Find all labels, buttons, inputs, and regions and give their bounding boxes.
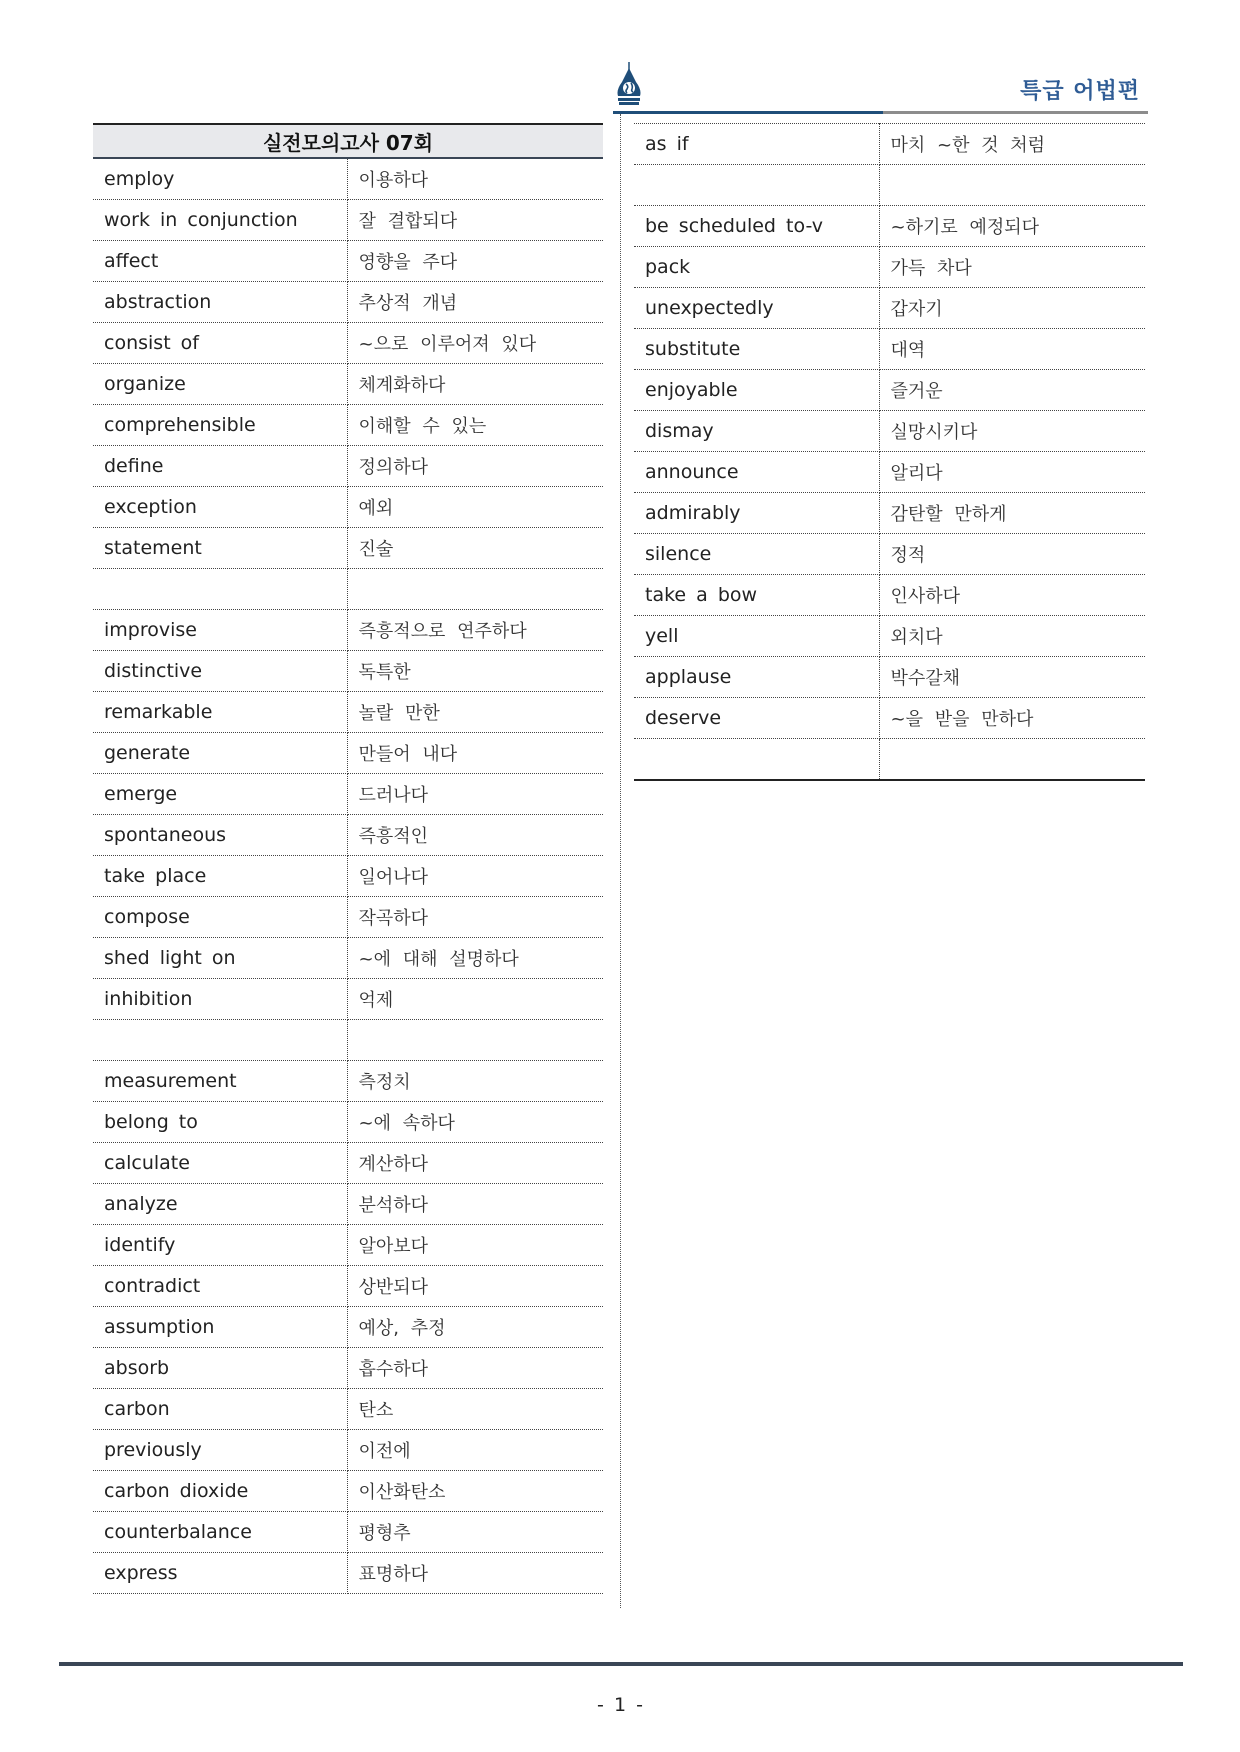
- english-term: spontaneous: [93, 815, 347, 856]
- table-row: [93, 1225, 603, 1266]
- table-title: 실전모의고사 07회: [93, 124, 603, 158]
- english-term: abstraction: [93, 282, 347, 323]
- table-row: [93, 1348, 603, 1389]
- table-row: [93, 1471, 603, 1512]
- english-term: carbon: [93, 1389, 347, 1430]
- korean-meaning: ~으로 이루어져 있다: [347, 323, 603, 364]
- table-row: [93, 158, 603, 200]
- korean-meaning: 일어나다: [347, 856, 603, 897]
- table-row: [634, 206, 1145, 247]
- english-term: compose: [93, 897, 347, 938]
- english-term: [634, 165, 879, 206]
- table-row: [634, 370, 1145, 411]
- english-term: improvise: [93, 610, 347, 651]
- table-row: [93, 733, 603, 774]
- english-term: generate: [93, 733, 347, 774]
- korean-meaning: 분석하다: [347, 1184, 603, 1225]
- english-term: take a bow: [634, 575, 879, 616]
- vocab-table-right: [634, 123, 1145, 781]
- table-row: [634, 288, 1145, 329]
- vocab-table-left: [93, 123, 603, 1594]
- table-row: [93, 200, 603, 241]
- table-row: [634, 657, 1145, 698]
- korean-meaning: 계산하다: [347, 1143, 603, 1184]
- korean-meaning: 이해할 수 있는: [347, 405, 603, 446]
- korean-meaning: 외치다: [879, 616, 1145, 657]
- english-term: be scheduled to-v: [634, 206, 879, 247]
- korean-meaning: 이용하다: [347, 158, 603, 200]
- korean-meaning: 박수갈채: [879, 657, 1145, 698]
- korean-meaning: 진술: [347, 528, 603, 569]
- korean-meaning: 예외: [347, 487, 603, 528]
- table-row: [93, 815, 603, 856]
- table-row: [93, 1389, 603, 1430]
- english-term: affect: [93, 241, 347, 282]
- korean-meaning: [879, 165, 1145, 206]
- korean-meaning: ~하기로 예정되다: [879, 206, 1145, 247]
- korean-meaning: 잘 결합되다: [347, 200, 603, 241]
- table-row: [634, 616, 1145, 657]
- korean-meaning: 놀랄 만한: [347, 692, 603, 733]
- table-row: [634, 739, 1145, 781]
- english-term: assumption: [93, 1307, 347, 1348]
- korean-meaning: 흡수하다: [347, 1348, 603, 1389]
- english-term: [93, 569, 347, 610]
- table-row: [93, 1061, 603, 1102]
- footer-rule: [59, 1662, 1183, 1666]
- table-row: [93, 1143, 603, 1184]
- korean-meaning: 이산화탄소: [347, 1471, 603, 1512]
- korean-meaning: 작곡하다: [347, 897, 603, 938]
- korean-meaning: 대역: [879, 329, 1145, 370]
- english-term: statement: [93, 528, 347, 569]
- english-term: announce: [634, 452, 879, 493]
- english-term: absorb: [93, 1348, 347, 1389]
- korean-meaning: 상반되다: [347, 1266, 603, 1307]
- table-row: [93, 364, 603, 405]
- english-term: pack: [634, 247, 879, 288]
- english-term: silence: [634, 534, 879, 575]
- korean-meaning: ~에 속하다: [347, 1102, 603, 1143]
- table-row: [93, 1512, 603, 1553]
- korean-meaning: 체계화하다: [347, 364, 603, 405]
- korean-meaning: 즉흥적으로 연주하다: [347, 610, 603, 651]
- table-row: [634, 493, 1145, 534]
- table-row: [634, 124, 1145, 165]
- page-number: - 1 -: [597, 1694, 643, 1716]
- english-term: applause: [634, 657, 879, 698]
- english-term: unexpectedly: [634, 288, 879, 329]
- korean-meaning: 감탄할 만하게: [879, 493, 1145, 534]
- korean-meaning: 정적: [879, 534, 1145, 575]
- english-term: belong to: [93, 1102, 347, 1143]
- korean-meaning: [879, 739, 1145, 781]
- english-term: inhibition: [93, 979, 347, 1020]
- english-term: [93, 1020, 347, 1061]
- table-row: [93, 1307, 603, 1348]
- table-row: [93, 938, 603, 979]
- english-term: remarkable: [93, 692, 347, 733]
- header-rule-blue: [613, 111, 883, 114]
- english-term: exception: [93, 487, 347, 528]
- korean-meaning: 실망시키다: [879, 411, 1145, 452]
- korean-meaning: 정의하다: [347, 446, 603, 487]
- english-term: [634, 739, 879, 781]
- english-term: shed light on: [93, 938, 347, 979]
- table-row: [93, 323, 603, 364]
- table-row: [93, 1184, 603, 1225]
- korean-meaning: 추상적 개념: [347, 282, 603, 323]
- korean-meaning: [347, 569, 603, 610]
- table-row: [93, 856, 603, 897]
- korean-meaning: 드러나다: [347, 774, 603, 815]
- english-term: distinctive: [93, 651, 347, 692]
- table-row: [93, 979, 603, 1020]
- english-term: identify: [93, 1225, 347, 1266]
- english-term: analyze: [93, 1184, 347, 1225]
- table-row: [93, 651, 603, 692]
- korean-meaning: [347, 1020, 603, 1061]
- table-row: [93, 241, 603, 282]
- english-term: previously: [93, 1430, 347, 1471]
- korean-meaning: 알리다: [879, 452, 1145, 493]
- korean-meaning: 만들어 내다: [347, 733, 603, 774]
- table-row: [93, 1102, 603, 1143]
- fountain-pen-globe-icon: [614, 62, 644, 106]
- table-row: [93, 487, 603, 528]
- english-term: measurement: [93, 1061, 347, 1102]
- korean-meaning: 측정치: [347, 1061, 603, 1102]
- english-term: express: [93, 1553, 347, 1594]
- table-row: [93, 569, 603, 610]
- table-row: [634, 452, 1145, 493]
- korean-meaning: 탄소: [347, 1389, 603, 1430]
- english-term: deserve: [634, 698, 879, 739]
- english-term: organize: [93, 364, 347, 405]
- table-row: [634, 411, 1145, 452]
- korean-meaning: 예상, 추정: [347, 1307, 603, 1348]
- table-row: [93, 610, 603, 651]
- korean-meaning: 인사하다: [879, 575, 1145, 616]
- table-row: [93, 282, 603, 323]
- table-row: [634, 165, 1145, 206]
- korean-meaning: 이전에: [347, 1430, 603, 1471]
- korean-meaning: 억제: [347, 979, 603, 1020]
- table-row: [634, 575, 1145, 616]
- english-term: employ: [93, 158, 347, 200]
- table-row: [93, 405, 603, 446]
- korean-meaning: 평형추: [347, 1512, 603, 1553]
- table-row: [634, 329, 1145, 370]
- korean-meaning: 알아보다: [347, 1225, 603, 1266]
- korean-meaning: ~에 대해 설명하다: [347, 938, 603, 979]
- table-row: [93, 1266, 603, 1307]
- korean-meaning: 갑자기: [879, 288, 1145, 329]
- english-term: work in conjunction: [93, 200, 347, 241]
- header-rule-gray: [883, 111, 1148, 114]
- korean-meaning: 즉흥적인: [347, 815, 603, 856]
- table-row: [93, 692, 603, 733]
- english-term: take place: [93, 856, 347, 897]
- table-row: [634, 534, 1145, 575]
- table-row: [634, 698, 1145, 739]
- table-row: [93, 528, 603, 569]
- table-row: [93, 1430, 603, 1471]
- english-term: comprehensible: [93, 405, 347, 446]
- english-term: define: [93, 446, 347, 487]
- korean-meaning: 즐거운: [879, 370, 1145, 411]
- table-row: [93, 1020, 603, 1061]
- english-term: consist of: [93, 323, 347, 364]
- english-term: contradict: [93, 1266, 347, 1307]
- english-term: emerge: [93, 774, 347, 815]
- table-row: [634, 247, 1145, 288]
- page-header-title: 특급 어법편: [1020, 79, 1140, 104]
- english-term: as if: [634, 124, 879, 165]
- english-term: substitute: [634, 329, 879, 370]
- english-term: calculate: [93, 1143, 347, 1184]
- korean-meaning: 가득 차다: [879, 247, 1145, 288]
- english-term: admirably: [634, 493, 879, 534]
- english-term: dismay: [634, 411, 879, 452]
- table-row: [93, 1553, 603, 1594]
- korean-meaning: 표명하다: [347, 1553, 603, 1594]
- column-divider: [620, 114, 621, 1608]
- table-row: [93, 897, 603, 938]
- english-term: yell: [634, 616, 879, 657]
- english-term: counterbalance: [93, 1512, 347, 1553]
- english-term: carbon dioxide: [93, 1471, 347, 1512]
- table-row: [93, 446, 603, 487]
- table-row: [93, 774, 603, 815]
- korean-meaning: 마치 ~한 것 처럼: [879, 124, 1145, 165]
- korean-meaning: 독특한: [347, 651, 603, 692]
- korean-meaning: 영향을 주다: [347, 241, 603, 282]
- english-term: enjoyable: [634, 370, 879, 411]
- korean-meaning: ~을 받을 만하다: [879, 698, 1145, 739]
